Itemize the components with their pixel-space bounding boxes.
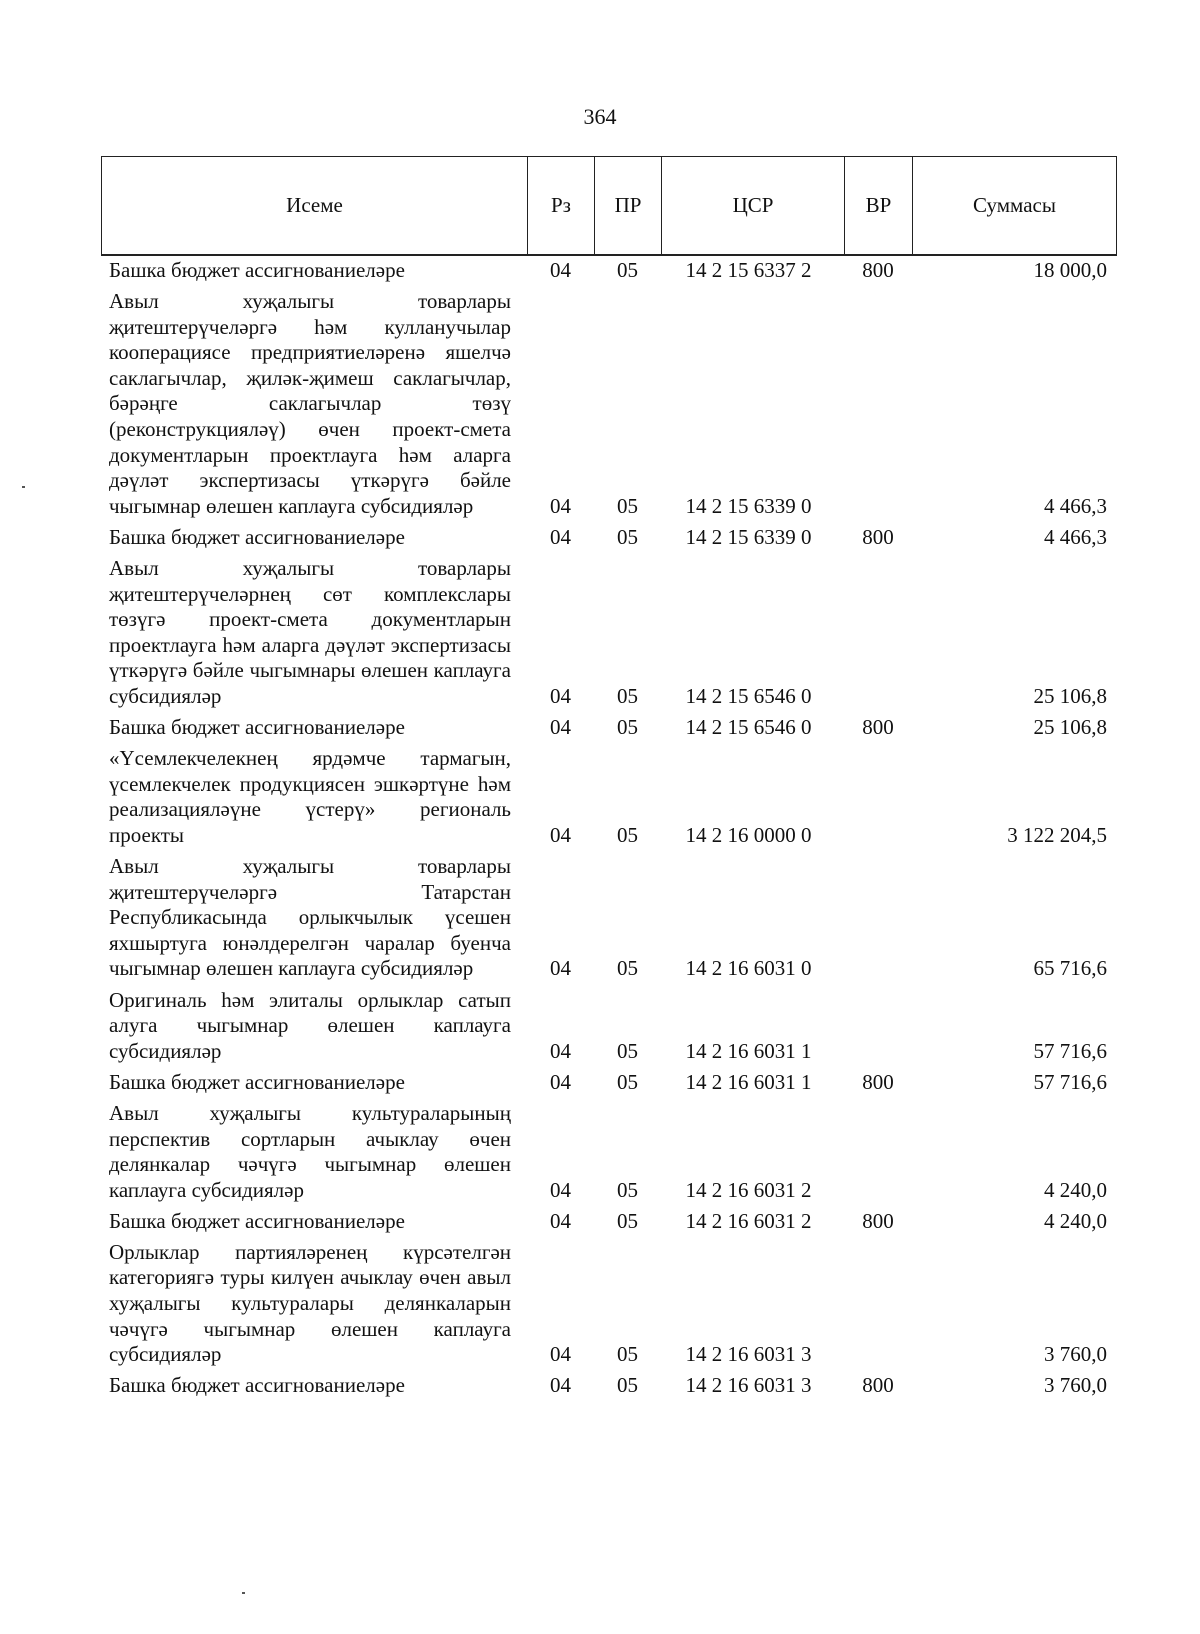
row-csr: 14 2 16 6031 1 (685, 1038, 812, 1063)
table-row (101, 715, 1117, 741)
row-sum: 25 106,8 (1033, 684, 1107, 708)
row-rz: 04 (550, 1177, 571, 1202)
row-name: Башка бюджет ассигнованиеләре (109, 524, 405, 549)
row-pr: 05 (617, 524, 638, 549)
row-rz: 04 (550, 1038, 571, 1063)
row-pr: 05 (617, 1342, 638, 1367)
row-pr: 05 (617, 1208, 638, 1233)
row-pr: 05 (617, 1038, 638, 1063)
row-rz: 04 (550, 524, 571, 549)
row-pr: 05 (617, 493, 638, 518)
row-sum: 4 466,3 (1044, 493, 1107, 518)
row-sum: 25 106,8 (1033, 715, 1107, 740)
table-row (101, 556, 1117, 710)
row-name: Авыл хуҗалыгы товарлары җитештерүчеләргә һәм кулланучылар кооперациясе предприятиеләренә яшелчә саклагычлар, җиләк-җимеш саклагычлар, бәрәңге саклагычлар төзү (реконструкцияләү) өчен проект-смета документларын проектлауга һәм аларга дәүләт экспертизасы үткәрүгә бәйле чыгымнар өлешен каплауга субсидияләр (109, 289, 511, 518)
row-rz: 04 (550, 1342, 571, 1367)
table-row (101, 1070, 1117, 1096)
row-rz: 04 (550, 1373, 571, 1398)
row-sum: 4 240,0 (1044, 1208, 1107, 1233)
row-rz: 04 (550, 1069, 571, 1094)
scan-speck (242, 1592, 245, 1594)
row-vr: 800 (862, 258, 894, 282)
row-vr: 800 (862, 524, 894, 549)
row-name: Башка бюджет ассигнованиеләре (109, 258, 405, 282)
row-csr: 14 2 15 6339 0 (685, 493, 812, 518)
row-name: Авыл хуҗалыгы товарлары җитештерүчеләрнең сөт комплекслары төзүгә проект-смета документларын проектлауга һәм аларга дәүләт экспертизасы үткәрүгә бәйле чыгымнары өлешен каплауга субсидияләр (109, 556, 511, 708)
row-csr: 14 2 15 6546 0 (685, 715, 812, 740)
row-csr: 14 2 16 0000 0 (685, 822, 812, 847)
row-name: Орлыклар партияләренең күрсәтелгән категориягә туры килүен ачыклау өчен авыл хуҗалыгы культуралары делянкаларын чәчүгә чыгымнар өлешен каплауга субсидияләр (109, 1239, 511, 1367)
row-name: «Үсемлекчелекнең ярдәмче тармагын, үсемлекчелек продукциясен эшкәртүне һәм реализацияләүне үстерү» региональ проекты (109, 746, 511, 847)
row-csr: 14 2 15 6337 2 (685, 258, 812, 282)
row-csr: 14 2 16 6031 2 (685, 1208, 812, 1233)
row-vr: 800 (862, 1069, 894, 1094)
row-rz: 04 (550, 956, 571, 981)
row-name: Башка бюджет ассигнованиеләре (109, 1208, 405, 1233)
page-number: 364 (583, 104, 617, 129)
row-sum: 65 716,6 (1033, 956, 1107, 981)
header-csr: ЦСР (662, 157, 845, 254)
table-row (101, 289, 1117, 519)
row-name: Оригиналь һәм элиталы орлыклар сатып алуга чыгымнар өлешен каплауга субсидияләр (109, 987, 511, 1063)
row-name: Авыл хуҗалыгы культураларының перспектив сортларын ачыклау өчен делянкалар чәчүгә чыгымнар өлешен каплауга субсидияләр (109, 1100, 511, 1202)
row-pr: 05 (617, 822, 638, 847)
table-row (101, 746, 1117, 848)
row-sum: 4 466,3 (1044, 524, 1107, 549)
header-pr: ПР (595, 157, 662, 254)
scan-speck (22, 486, 25, 488)
row-sum: 4 240,0 (1044, 1177, 1107, 1202)
header-name: Исеме (102, 157, 528, 254)
table-row (101, 1209, 1117, 1235)
row-pr: 05 (617, 715, 638, 740)
table-row (101, 988, 1117, 1065)
row-csr: 14 2 16 6031 3 (685, 1342, 812, 1367)
row-name: Авыл хуҗалыгы товарлары җитештерүчеләргә Татарстан Республикасында орлыкчылык үсешен яхшыртуга юнәлдерелгән чаралар буенча чыгымнар өлешен каплауга субсидияләр (109, 854, 511, 981)
table-row (101, 854, 1117, 982)
row-csr: 14 2 16 6031 2 (685, 1177, 812, 1202)
row-csr: 14 2 15 6546 0 (685, 684, 812, 708)
row-pr: 05 (617, 1069, 638, 1094)
table-row (101, 1101, 1117, 1203)
table-body (101, 258, 1117, 1404)
header-sum: Суммасы (973, 193, 1056, 217)
row-rz: 04 (550, 1208, 571, 1233)
row-name: Башка бюджет ассигнованиеләре (109, 1373, 405, 1398)
row-rz: 04 (550, 715, 571, 740)
row-csr: 14 2 15 6339 0 (685, 524, 812, 549)
row-pr: 05 (617, 258, 638, 282)
row-sum: 57 716,6 (1033, 1069, 1107, 1094)
header-vr: ВР (845, 157, 913, 254)
table-row (101, 1373, 1117, 1399)
row-csr: 14 2 16 6031 1 (685, 1069, 812, 1094)
row-sum: 57 716,6 (1033, 1038, 1107, 1063)
row-pr: 05 (617, 1373, 638, 1398)
row-name: Башка бюджет ассигнованиеләре (109, 715, 405, 740)
row-pr: 05 (617, 1177, 638, 1202)
row-rz: 04 (550, 258, 571, 282)
row-rz: 04 (550, 684, 571, 708)
row-rz: 04 (550, 493, 571, 518)
row-vr: 800 (862, 1373, 894, 1398)
row-pr: 05 (617, 956, 638, 981)
row-pr: 05 (617, 684, 638, 708)
row-vr: 800 (862, 715, 894, 740)
row-sum: 18 000,0 (1033, 258, 1107, 282)
row-csr: 14 2 16 6031 3 (685, 1373, 812, 1398)
table-header (101, 156, 1117, 256)
row-name: Башка бюджет ассигнованиеләре (109, 1069, 405, 1094)
row-csr: 14 2 16 6031 0 (685, 956, 812, 981)
table-row (101, 258, 1117, 284)
row-rz: 04 (550, 822, 571, 847)
table-row (101, 1240, 1117, 1368)
table-row (101, 525, 1117, 551)
row-sum: 3 760,0 (1044, 1342, 1107, 1367)
header-rz: Рз (528, 157, 595, 254)
row-vr: 800 (862, 1208, 894, 1233)
row-sum: 3 122 204,5 (1007, 822, 1107, 847)
row-sum: 3 760,0 (1044, 1373, 1107, 1398)
